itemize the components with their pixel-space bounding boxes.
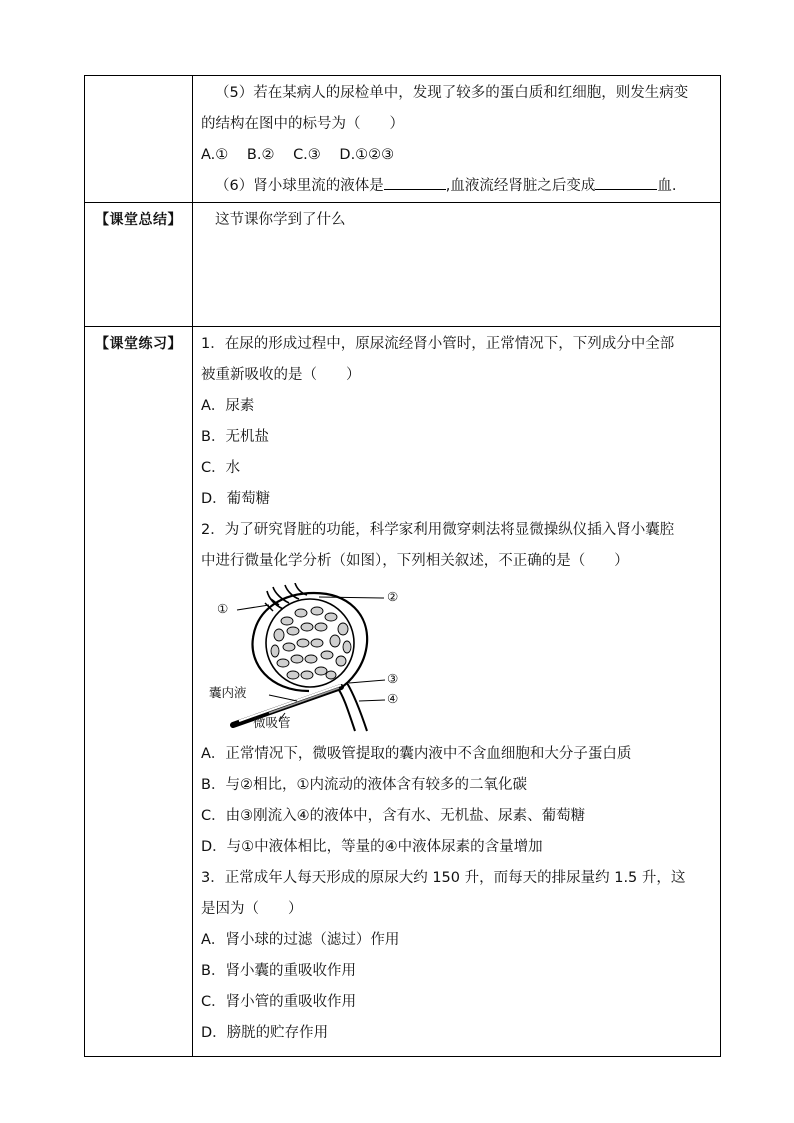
- nephron-figure: [209, 583, 415, 733]
- figure-label-capsule-fluid: 囊内液: [209, 685, 247, 700]
- q5-options: [201, 140, 714, 171]
- lesson-table: [84, 75, 721, 1057]
- q5-option-d: D.①②③: [339, 147, 395, 163]
- row-summary: [85, 203, 721, 327]
- practice-label: 【课堂练习】: [85, 327, 193, 1057]
- summary-label: 【课堂总结】: [85, 203, 193, 327]
- q2-option-a: A．正常情况下，微吸管提取的囊内液中不含血细胞和大分子蛋白质: [201, 746, 632, 762]
- q1-option-c: C．水: [201, 460, 241, 476]
- row-practice: [85, 327, 721, 1057]
- q1-option-a: A．尿素: [201, 398, 255, 414]
- glomerulus-drawing: [209, 583, 415, 733]
- figure-label-3: ③: [387, 671, 399, 686]
- q2-line1: 2．为了研究肾脏的功能，科学家利用微穿刺法将显微操纵仪插入肾小囊腔: [201, 522, 675, 538]
- q6-blank-2[interactable]: [595, 171, 657, 190]
- q6-part1: （6）肾小球里流的液体是: [215, 178, 384, 194]
- q2-option-c: C．由③刚流入④的液体中，含有水、无机盐、尿素、葡萄糖: [201, 808, 586, 824]
- q5-line1: （5）若在某病人的尿检单中，发现了较多的蛋白质和红细胞，则发生病变: [215, 85, 689, 101]
- figure-label-micropipette: 微吸管: [253, 715, 291, 730]
- worksheet: [84, 75, 721, 1057]
- q3-option-d: D．膀胱的贮存作用: [201, 1025, 329, 1041]
- q1-line1: 1．在尿的形成过程中，原尿流经肾小管时，正常情况下，下列成分中全部: [201, 336, 675, 352]
- q5-option-a: A.①: [201, 147, 229, 163]
- q3-line1: 3．正常成年人每天形成的原尿大约 150 升，而每天的排尿量约 1.5 升，这: [201, 870, 686, 886]
- q1-option-b: B．无机盐: [201, 429, 269, 445]
- q1-line2: 被重新吸收的是（ ）: [201, 367, 361, 383]
- q6-blank-1[interactable]: [384, 171, 446, 190]
- q3-option-c: C．肾小管的重吸收作用: [201, 994, 357, 1010]
- q5-option-b: B.②: [246, 147, 275, 163]
- q5-option-c: C.③: [293, 147, 321, 163]
- q3-line2: 是因为（ ）: [201, 901, 303, 917]
- q3-option-b: B．肾小囊的重吸收作用: [201, 963, 356, 979]
- row-continuation: [85, 76, 721, 203]
- practice-content: [193, 327, 721, 1057]
- q2-option-d: D．与①中液体相比，等量的④中液体尿素的含量增加: [201, 839, 543, 855]
- figure-label-4: ④: [387, 691, 399, 706]
- content-cell-q5-q6: [193, 76, 721, 203]
- figure-label-2: ②: [387, 589, 399, 604]
- q6-part3: 血.: [657, 178, 677, 194]
- summary-prompt: 这节课你学到了什么: [215, 212, 346, 228]
- figure-label-1: ①: [217, 601, 229, 616]
- empty-label-cell: [85, 76, 193, 203]
- summary-content: [193, 203, 721, 327]
- q5-line2: 的结构在图中的标号为（ ）: [201, 116, 404, 132]
- q1-option-d: D．葡萄糖: [201, 491, 271, 507]
- q6-line: [201, 171, 714, 202]
- q2-option-b: B．与②相比，①内流动的液体含有较多的二氧化碳: [201, 777, 527, 793]
- q2-line2: 中进行微量化学分析（如图），下列相关叙述，不正确的是（ ）: [201, 553, 629, 569]
- q6-part2: ,血液流经肾脏之后变成: [445, 178, 596, 194]
- q3-option-a: A．肾小球的过滤（滤过）作用: [201, 932, 400, 948]
